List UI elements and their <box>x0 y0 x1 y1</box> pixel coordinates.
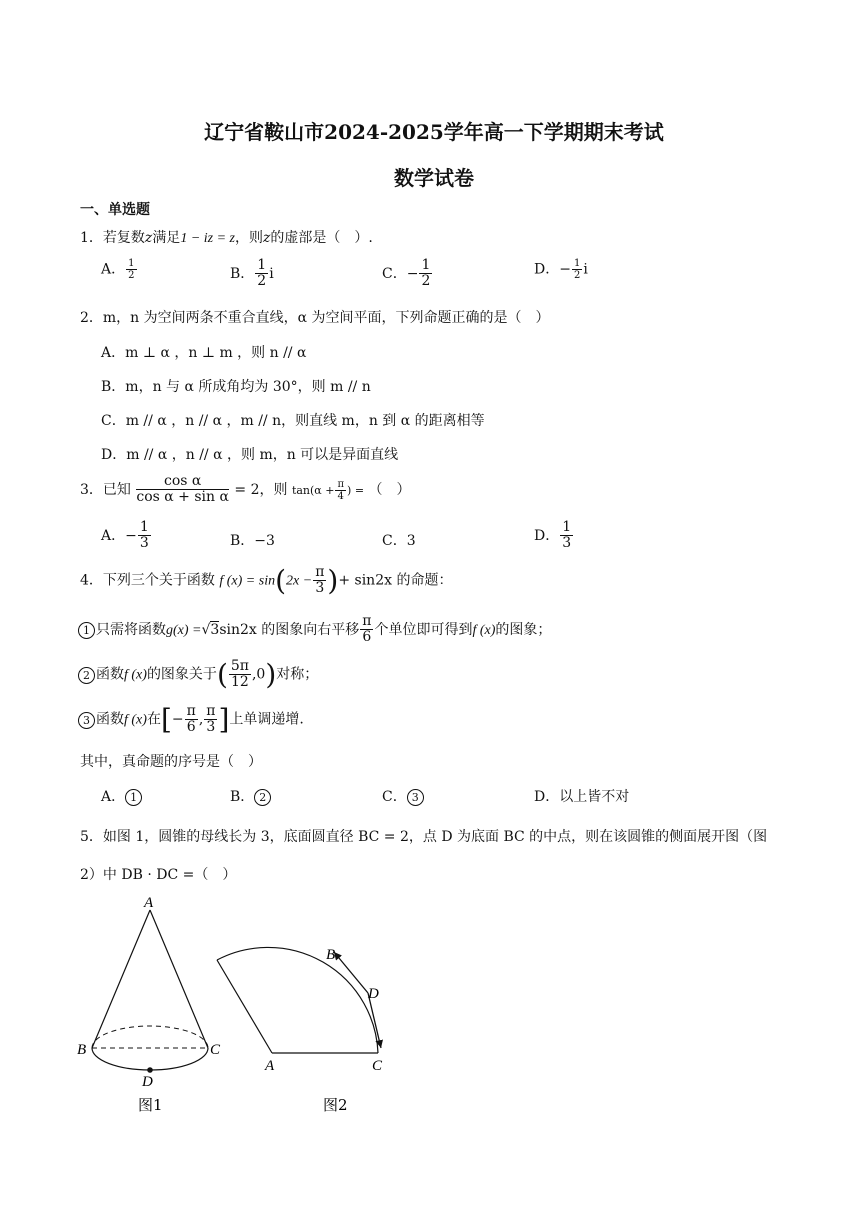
question-5-stem-line-1: 5．如图 1，圆锥的母线长为 3，底面圆直径 BC = 2，点 D 为底面 BC 的中点，则在该圆锥的侧面展开图（图 <box>80 829 768 845</box>
question-2-stem: 2．m，n 为空间两条不重合直线，α 为空间平面，下列命题正确的是（ ） <box>80 310 550 326</box>
question-4-option-b: B． 2 <box>230 786 272 806</box>
figure-1-label-b: B <box>77 1042 87 1058</box>
question-4-option-c: C． 3 <box>382 786 425 806</box>
question-3-option-d: D． $\frac{1}{3}$ <box>534 519 572 552</box>
question-1-option-b: B． $\frac{1}{2}$ i <box>230 257 274 290</box>
question-2-option-c: C．m // α ，n // α ，m // n，则直线 m，n 到 α 的距离相等 <box>101 413 485 429</box>
question-4-prompt: 其中，真命题的序号是（ ） <box>80 754 262 770</box>
question-3-option-b: B．−3 <box>230 533 275 549</box>
question-4-statement-1: 1 只需将函数g(x) =√3sin2x 的图象向右平移 $\frac{\pi}{6}$ 个单位即可得到f (x)的图象； <box>78 614 551 646</box>
figure-1-label-a: A <box>144 895 154 911</box>
question-2-option-b: B．m，n 与 α 所成角均为 30°，则 m // n <box>101 379 371 395</box>
question-1-option-a: A． $\frac{1}{2}$ <box>101 258 135 281</box>
figure-2-label-c: C <box>372 1058 383 1074</box>
section-heading: 一、单选题 <box>80 202 150 218</box>
question-2-option-d: D．m // α ，n // α ，则 m，n 可以是异面直线 <box>101 447 399 463</box>
question-1-option-c: C．− $\frac{1}{2}$ <box>382 257 431 290</box>
figure-2-label-b: B <box>326 947 336 963</box>
figure-1-caption: 图1 <box>138 1096 163 1114</box>
question-2-option-a: A．m ⊥ α ，n ⊥ m ，则 n // α <box>101 345 307 361</box>
question-4-option-a: A． 1 <box>101 786 143 806</box>
question-1-option-d: D．− $\frac{1}{2}$ i <box>534 258 588 281</box>
figure-1-label-c: C <box>210 1042 221 1058</box>
figure-2-label-a: A <box>265 1058 275 1074</box>
question-4-stem: 4．下列三个关于函数 f (x) = sin(2x − $\frac{\pi}{3}$ )+ sin2x 的命题： <box>80 563 453 597</box>
figure-2-caption: 图2 <box>323 1096 348 1114</box>
exam-title: 辽宁省鞍山市2024-2025学年高一下学期期末考试 <box>204 120 664 144</box>
question-4-statement-2: 2 函数f (x)的图象关于( $\frac{5\pi}{12}$ ,0)对称； <box>78 658 318 691</box>
figure-2-label-d: D <box>368 986 379 1002</box>
question-3-stem: 3．已知 $\frac{\text{cos α}}{\text{cos α + sin α}}$ = 2，则 tan(α + $\frac{\pi}{4}$ ) = （ ） <box>80 473 411 506</box>
question-3-option-a: A．− $\frac{1}{3}$ <box>101 519 149 552</box>
question-4-statement-3: 3 函数f (x)在[− $\frac{\pi}{6}$ , $\frac{\pi}{3}$ ]上单调递增. <box>78 703 304 736</box>
figure-1-label-d: D <box>142 1074 153 1090</box>
question-4-option-d: D．以上皆不对 <box>534 789 630 805</box>
question-5-stem-line-2: 2）中 DB · DC =（ ） <box>80 867 237 883</box>
question-1-stem: 1．若复数z满足1 − iz = z，则z的虚部是（ ）. <box>80 230 373 246</box>
exam-subtitle: 数学试卷 <box>394 166 474 190</box>
figure-2-sector <box>205 920 405 1120</box>
question-3-option-c: C．3 <box>382 533 416 549</box>
